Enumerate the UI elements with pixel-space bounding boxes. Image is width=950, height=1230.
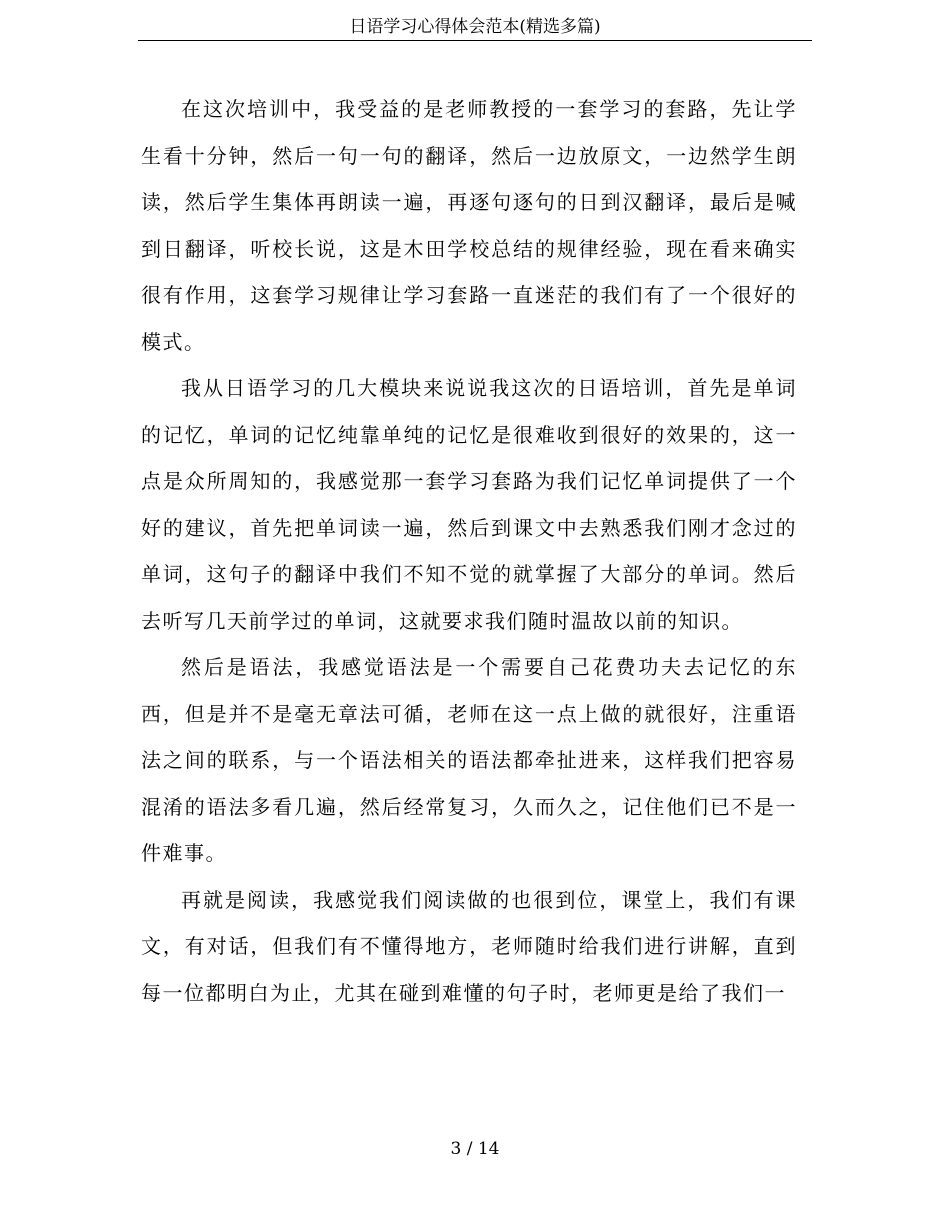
paragraph-3: 然后是语法，我感觉语法是一个需要自己花费功夫去记忆的东西，但是并不是毫无章法可循，老师在这一点上做的就很好，注重语法之间的联系，与一个语法相关的语法都牵扯进来，这样我们把容易混淆的语法多看几遍，然后经常复习，久而久之，记住他们已不是一件难事。	[141, 655, 797, 865]
page-number: 3 / 14	[450, 1139, 500, 1159]
paragraph-4: 再就是阅读，我感觉我们阅读做的也很到位，课堂上，我们有课文，有对话，但我们有不懂得地方，老师随时给我们进行讲解，直到每一位都明白为止，尤其在碰到难懂的句子时，老师更是给了我们一	[141, 887, 797, 1005]
page-header	[138, 16, 812, 41]
paragraph-1: 在这次培训中，我受益的是老师教授的一套学习的套路，先让学生看十分钟，然后一句一句的翻译，然后一边放原文，一边然学生朗读，然后学生集体再朗读一遍，再逐句逐句的日到汉翻译，最后是喊到日翻译，听校长说，这是木田学校总结的规律经验，现在看来确实很有作用，这套学习规律让学习套路一直迷茫的我们有了一个很好的模式。	[141, 97, 797, 354]
paragraph-2: 我从日语学习的几大模块来说说我这次的日语培训，首先是单词的记忆，单词的记忆纯靠单纯的记忆是很难收到很好的效果的，这一点是众所周知的，我感觉那一套学习套路为我们记忆单词提供了一个好的建议，首先把单词读一遍，然后到课文中去熟悉我们刚才念过的单词，这句子的翻译中我们不知不觉的就掌握了大部分的单词。然后去听写几天前学过的单词，这就要求我们随时温故以前的知识。	[141, 376, 797, 633]
document-body	[141, 86, 797, 1016]
document-title: 日语学习心得体会范本(精选多篇)	[349, 17, 601, 37]
page-footer	[0, 1138, 950, 1160]
